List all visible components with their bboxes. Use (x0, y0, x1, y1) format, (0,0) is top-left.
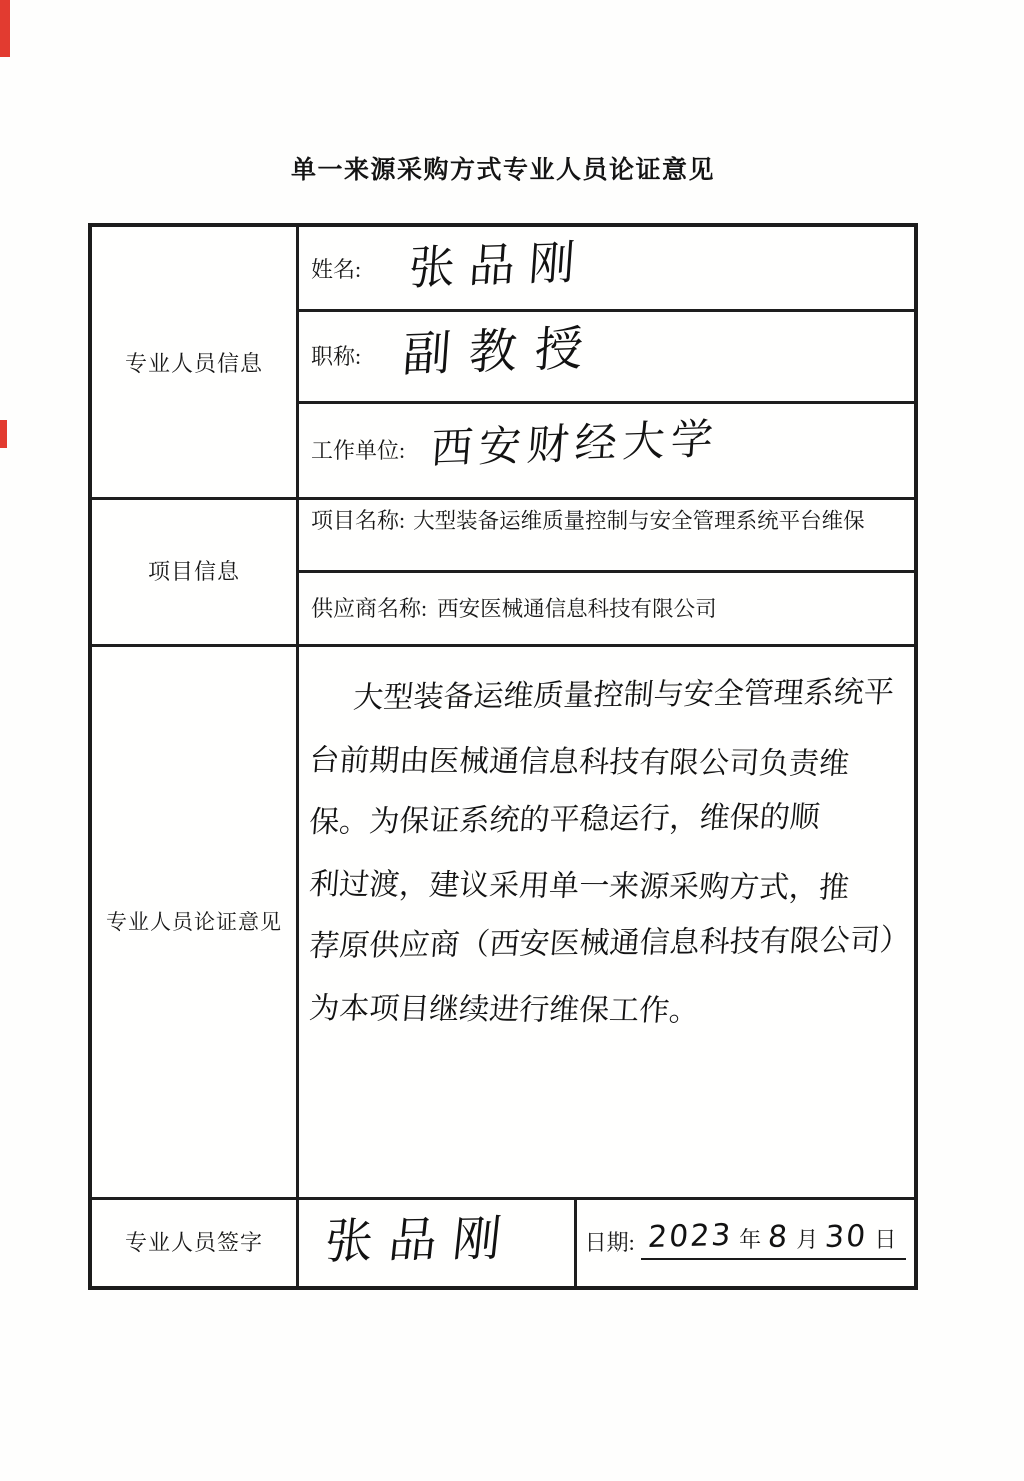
scan-edge-red-mark-top (0, 0, 10, 57)
signature-handwritten: 张品刚 (322, 1210, 520, 1270)
date-month-unit: 月 (796, 1227, 819, 1252)
date-year-unit: 年 (739, 1227, 762, 1252)
opinion-line: 利过渡，建议采用单一来源采购方式，推 (308, 867, 851, 906)
date-day-handwritten: 30 (823, 1218, 869, 1256)
field-row-work-unit (299, 401, 914, 497)
section-label-signature: 专业人员签字 (124, 1230, 263, 1255)
field-row-project-name (299, 497, 914, 570)
work-unit-handwritten-value: 西安财经大学 (429, 413, 721, 474)
job-title-handwritten-value: 副教授 (401, 320, 603, 384)
section-label-opinion: 专业人员论证意见 (106, 909, 282, 934)
section-label-personnel-info: 专业人员信息 (124, 350, 263, 376)
section-label-project-info: 项目信息 (147, 559, 240, 584)
opinion-line: 保。为保证系统的平稳运行，维保的顺 (307, 799, 822, 840)
work-unit-field-label: 工作单位: (311, 437, 406, 463)
project-name-field-label: 项目名称: (311, 508, 406, 533)
opinion-handwritten-text (299, 644, 914, 1197)
field-row-job-title (299, 309, 914, 401)
date-underlined-value (641, 1217, 907, 1260)
job-title-field-label: 职称: (311, 343, 362, 369)
field-row-name (299, 227, 914, 309)
supplier-value: 西安医械通信息科技有限公司 (437, 596, 717, 621)
document-title: 单一来源采购方式专业人员论证意见 (290, 157, 715, 184)
opinion-line: 为本项目继续进行维保工作。 (308, 991, 701, 1029)
signature-cell (299, 1197, 574, 1286)
date-day-unit: 日 (874, 1227, 897, 1252)
supplier-field-label: 供应商名称: (311, 595, 428, 621)
name-field-label: 姓名: (311, 256, 362, 282)
date-month-handwritten: 8 (766, 1219, 791, 1256)
date-cell (577, 1197, 914, 1286)
form-table (88, 223, 918, 1290)
name-handwritten-value: 张品刚 (407, 234, 591, 296)
opinion-line: 大型装备运维质量控制与安全管理系统平 (352, 674, 896, 716)
project-name-value: 大型装备运维质量控制与安全管理系统平台维保 (413, 509, 865, 533)
opinion-line: 荐原供应商（西安医械通信息科技有限公司） (307, 922, 912, 964)
scan-edge-red-mark-middle (0, 420, 7, 448)
field-row-supplier-name (299, 570, 914, 644)
date-year-handwritten: 2023 (646, 1217, 734, 1256)
date-field-label: 日期: (584, 1230, 635, 1255)
opinion-line: 台前期由医械通信息科技有限公司负责维 (308, 743, 851, 782)
